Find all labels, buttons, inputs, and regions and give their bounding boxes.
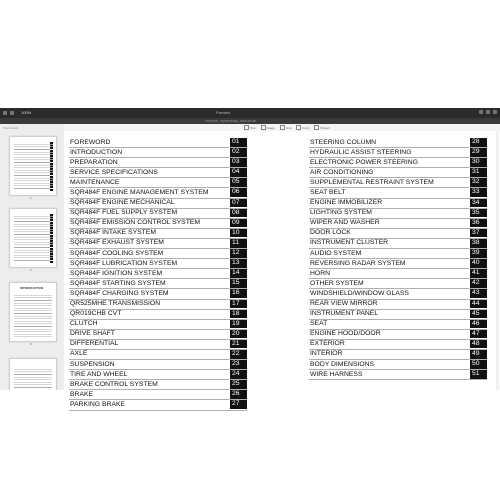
toc-section-title: INSTRUMENT CLUSTER [310,239,389,247]
toc-row[interactable] [69,249,247,259]
toc-row[interactable] [309,320,487,330]
toc-section-title: EXTERIOR [310,340,345,348]
toc-section-number: 04 [230,168,247,177]
toc-section-number: 18 [230,310,247,319]
toc-section-title: TIRE AND WHEEL [70,370,128,378]
tool-label: Protect [320,125,330,130]
toc-section-title: INTRODUCTION [70,148,123,156]
link-icon [280,125,285,130]
thumbnail-number-bars [50,142,53,191]
toc-section-title: REVERSING RADAR SYSTEM [310,259,406,267]
toc-section-title: MAINTENANCE [70,178,120,186]
toc-section-number: 28 [470,138,487,147]
toc-section-number: 16 [230,289,247,298]
toc-row[interactable] [69,340,247,350]
toc-section-title: WIPER AND WASHER [310,219,380,227]
tool-label: Image [266,125,275,130]
toc-row[interactable] [69,289,247,299]
toc-section-number: 06 [230,188,247,197]
toc-row[interactable] [309,199,487,209]
document-filename[interactable]: SQR484F_SQR525MHE_QR019CHB [205,119,256,123]
text-icon [244,125,249,130]
toc-section-title: REAR VIEW MIRROR [310,300,378,307]
toc-section-title: ELECTRONIC POWER STEERING [310,158,419,166]
thumbnail-text-lines [14,367,52,390]
toc-section-title: INTERIOR [310,350,343,358]
toc-section-title: BODY DIMENSIONS [310,360,375,368]
toc-section-number: 31 [470,168,487,177]
sidebar-toggle-icon[interactable] [3,111,7,115]
toc-section-title: SQR484F INTAKE SYSTEM [70,229,156,237]
toc-row[interactable] [69,199,247,209]
toc-section-number: 32 [470,178,487,187]
search-icon[interactable] [486,110,490,114]
toc-row[interactable] [309,330,487,340]
page-thumbnail-4[interactable] [9,358,57,390]
toc-section-title: ENGINE HOOD/DOOR [310,330,381,338]
window-actions [479,110,497,114]
toc-section-title: AUDIO SYSTEM [310,249,362,257]
toc-section-title: LIGHTING SYSTEM [310,209,372,217]
toc-row[interactable] [309,188,487,198]
toc-row[interactable] [69,300,247,310]
toc-row[interactable] [69,320,247,330]
toc-section-number: 38 [470,239,487,248]
toc-row[interactable] [309,360,487,370]
toc-section-number: 26 [230,390,247,399]
toc-section-number: 03 [230,158,247,167]
toc-section-number: 50 [470,360,487,369]
toc-section-number: 51 [470,370,487,379]
toc-section-number: 10 [230,229,247,238]
toc-row[interactable] [69,188,247,198]
tool-label: Text [250,125,256,130]
toc-row[interactable] [309,340,487,350]
page-thumbnail-3[interactable] [9,282,57,342]
toc-row[interactable] [69,219,247,229]
toc-row[interactable] [309,279,487,289]
thumbnail-number-bars [50,214,53,263]
toc-row[interactable] [69,229,247,239]
toc-section-title: SQR484F COOLING SYSTEM [70,249,164,257]
toc-section-number: 11 [230,239,247,248]
form-icon [296,125,301,130]
toc-row[interactable] [309,158,487,168]
toc-row[interactable] [69,310,247,320]
toc-row[interactable] [309,289,487,299]
toc-section-number: 37 [470,229,487,238]
window-titlebar [0,108,500,118]
toc-row[interactable] [69,370,247,380]
toc-section-title: OTHER SYSTEM [310,279,364,287]
toc-section-number: 36 [470,219,487,228]
toc-section-title: PARKING BRAKE [70,400,126,408]
toc-row[interactable] [309,370,487,380]
toc-row[interactable] [69,259,247,269]
toc-section-title: PREPARATION [70,158,118,166]
image-icon [261,125,266,130]
toc-section-number: 25 [230,380,247,389]
toc-section-title: SQR484F EXHAUST SYSTEM [70,239,164,247]
thumbnail-sidebar [0,124,65,390]
toc-section-number: 49 [470,350,487,359]
toc-section-title: SQR484F ENGINE MANAGEMENT SYSTEM [70,188,209,196]
toc-section-number: 33 [470,188,487,197]
toc-row[interactable] [309,178,487,188]
toolbar-tools [244,125,330,130]
toc-section-number: 13 [230,259,247,268]
toc-section-number: 27 [230,400,247,409]
toc-row[interactable] [309,168,487,178]
toc-section-title: WIRE HARNESS [310,370,363,378]
vertical-scrollbar[interactable] [496,131,499,390]
toc-section-number: 20 [230,330,247,339]
toc-section-title: DIFFERENTIAL [70,340,119,348]
tool-label: Link [285,125,292,130]
toc-row[interactable] [69,360,247,370]
toc-section-title: QR525MHE TRANSMISSION [70,300,161,307]
toc-section-number: 05 [230,178,247,187]
toc-section-number: 12 [230,249,247,258]
toc-section-number: 17 [230,300,247,309]
toc-row[interactable] [69,390,247,400]
toc-row[interactable] [309,350,487,360]
toc-row[interactable] [69,400,247,410]
toc-row[interactable] [309,148,487,158]
toc-section-title: SQR484F LUBRICATION SYSTEM [70,259,178,267]
toc-section-number: 35 [470,209,487,218]
toc-row[interactable] [69,168,247,178]
toc-section-number: 39 [470,249,487,258]
toc-section-number: 47 [470,330,487,339]
tool-link-button[interactable] [280,125,292,130]
document-page [64,131,500,408]
toc-section-number: 23 [230,360,247,369]
toc-row[interactable] [69,209,247,219]
toc-section-number: 07 [230,199,247,208]
toc-row[interactable] [309,249,487,259]
toc-section-title: STEERING COLUMN [310,138,377,146]
tool-label: Form [302,125,310,130]
toc-section-number: 14 [230,269,247,278]
thumbnail-title: INTRODUCTION [20,286,43,290]
toc-section-title: DRIVE SHAFT [70,330,115,338]
toc-section-title: SQR484F ENGINE MECHANICAL [70,199,175,207]
toc-section-title: SEAT BELT [310,188,346,196]
thumbnail-text-lines [14,142,52,191]
toc-row[interactable] [309,229,487,239]
toc-section-title: SUSPENSION [70,360,115,368]
toc-section-title: SQR484F CHARGING SYSTEM [70,289,169,297]
toc-section-number: 42 [470,279,487,288]
grid-view-icon[interactable] [10,111,14,115]
toc-row[interactable] [309,310,487,320]
app-title: Preview [216,110,231,115]
toc-section-number: 30 [470,158,487,167]
tool-protect-button[interactable] [314,125,330,130]
page-thumbnail-1[interactable] [9,136,57,196]
toc-section-number: 41 [470,269,487,278]
toc-row[interactable] [309,300,487,310]
toc-section-title: HORN [310,269,331,277]
thumbnail-text-lines [14,293,52,337]
toc-section-number: 29 [470,148,487,157]
toc-section-number: 01 [230,138,247,147]
toc-section-title: ENGINE IMMOBILIZER [310,199,383,207]
toc-section-title: WINDSHIELD/WINDOW GLASS [310,289,409,297]
toc-row[interactable] [69,279,247,289]
toc-section-title: SQR484F EMISSION CONTROL SYSTEM [70,219,201,227]
toc-section-title: HYDRAULIC ASSIST STEERING [310,148,412,156]
toc-row[interactable] [69,380,247,390]
toc-left-column [69,138,247,411]
toc-right-column [309,138,487,380]
toc-section-number: 40 [470,259,487,268]
tool-text-button[interactable] [244,125,256,130]
toc-section-number: 43 [470,289,487,298]
toc-row[interactable] [69,158,247,168]
toc-row[interactable] [309,138,487,148]
toc-section-title: BRAKE CONTROL SYSTEM [70,380,158,388]
toc-section-title: SQR484F FUEL SUPPLY SYSTEM [70,209,178,217]
toc-row[interactable] [69,239,247,249]
toc-section-title: FOREWORD [70,138,111,146]
tool-image-button[interactable] [261,125,275,130]
toc-section-title: SQR484F IGNITION SYSTEM [70,269,163,277]
toc-section-number: 44 [470,300,487,309]
toc-row[interactable] [69,330,247,340]
toc-row[interactable] [69,138,247,148]
toc-section-title: AXLE [70,350,88,358]
toc-section-number: 24 [230,370,247,379]
toc-section-title: INSTRUMENT PANEL [310,310,379,318]
toc-row[interactable] [309,219,487,229]
protect-icon [314,125,319,130]
thumbnail-text-lines [14,214,52,263]
toc-section-title: DOOR LOCK [310,229,351,237]
tool-form-button[interactable] [296,125,309,130]
toc-row[interactable] [69,148,247,158]
toc-row[interactable] [69,350,247,360]
toc-section-title: BRAKE [70,390,94,398]
toc-row[interactable] [309,239,487,249]
toc-section-number: 48 [470,340,487,349]
toc-section-number: 19 [230,320,247,329]
toc-section-title: AIR CONDITIONING [310,168,374,176]
page-thumbnail-2[interactable] [9,208,57,268]
thumbnail-page-label: 2 [30,268,32,272]
toc-section-title: CLUTCH [70,320,98,328]
thumbnail-page-label: 3 [30,342,32,346]
toc-section-number: 46 [470,320,487,329]
toc-row[interactable] [309,259,487,269]
toc-row[interactable] [309,209,487,219]
toc-section-number: 34 [470,199,487,208]
zoom-level[interactable]: 100% [21,110,32,115]
toc-section-number: 02 [230,148,247,157]
toc-section-number: 15 [230,279,247,288]
toc-section-number: 22 [230,350,247,359]
toc-row[interactable] [309,269,487,279]
toc-row[interactable] [69,178,247,188]
toc-section-number: 21 [230,340,247,349]
sidebar-heading: Thumbnails [3,126,19,130]
more-icon[interactable] [493,110,497,114]
toc-section-title: SERVICE SPECIFICATIONS [70,168,158,176]
toc-section-title: SQR484F STARTING SYSTEM [70,279,166,287]
toc-section-title: SEAT [310,320,328,328]
toc-section-number: 09 [230,219,247,228]
toc-section-number: 45 [470,310,487,319]
toc-section-title: SUPPLEMENTAL RESTRAINT SYSTEM [310,178,434,186]
toc-row[interactable] [69,269,247,279]
thumbnail-page-label: 1 [30,196,32,200]
window-controls [3,110,31,115]
toc-section-title: QR019CHB CVT [70,310,122,318]
toc-section-number: 08 [230,209,247,218]
share-icon[interactable] [479,110,483,114]
